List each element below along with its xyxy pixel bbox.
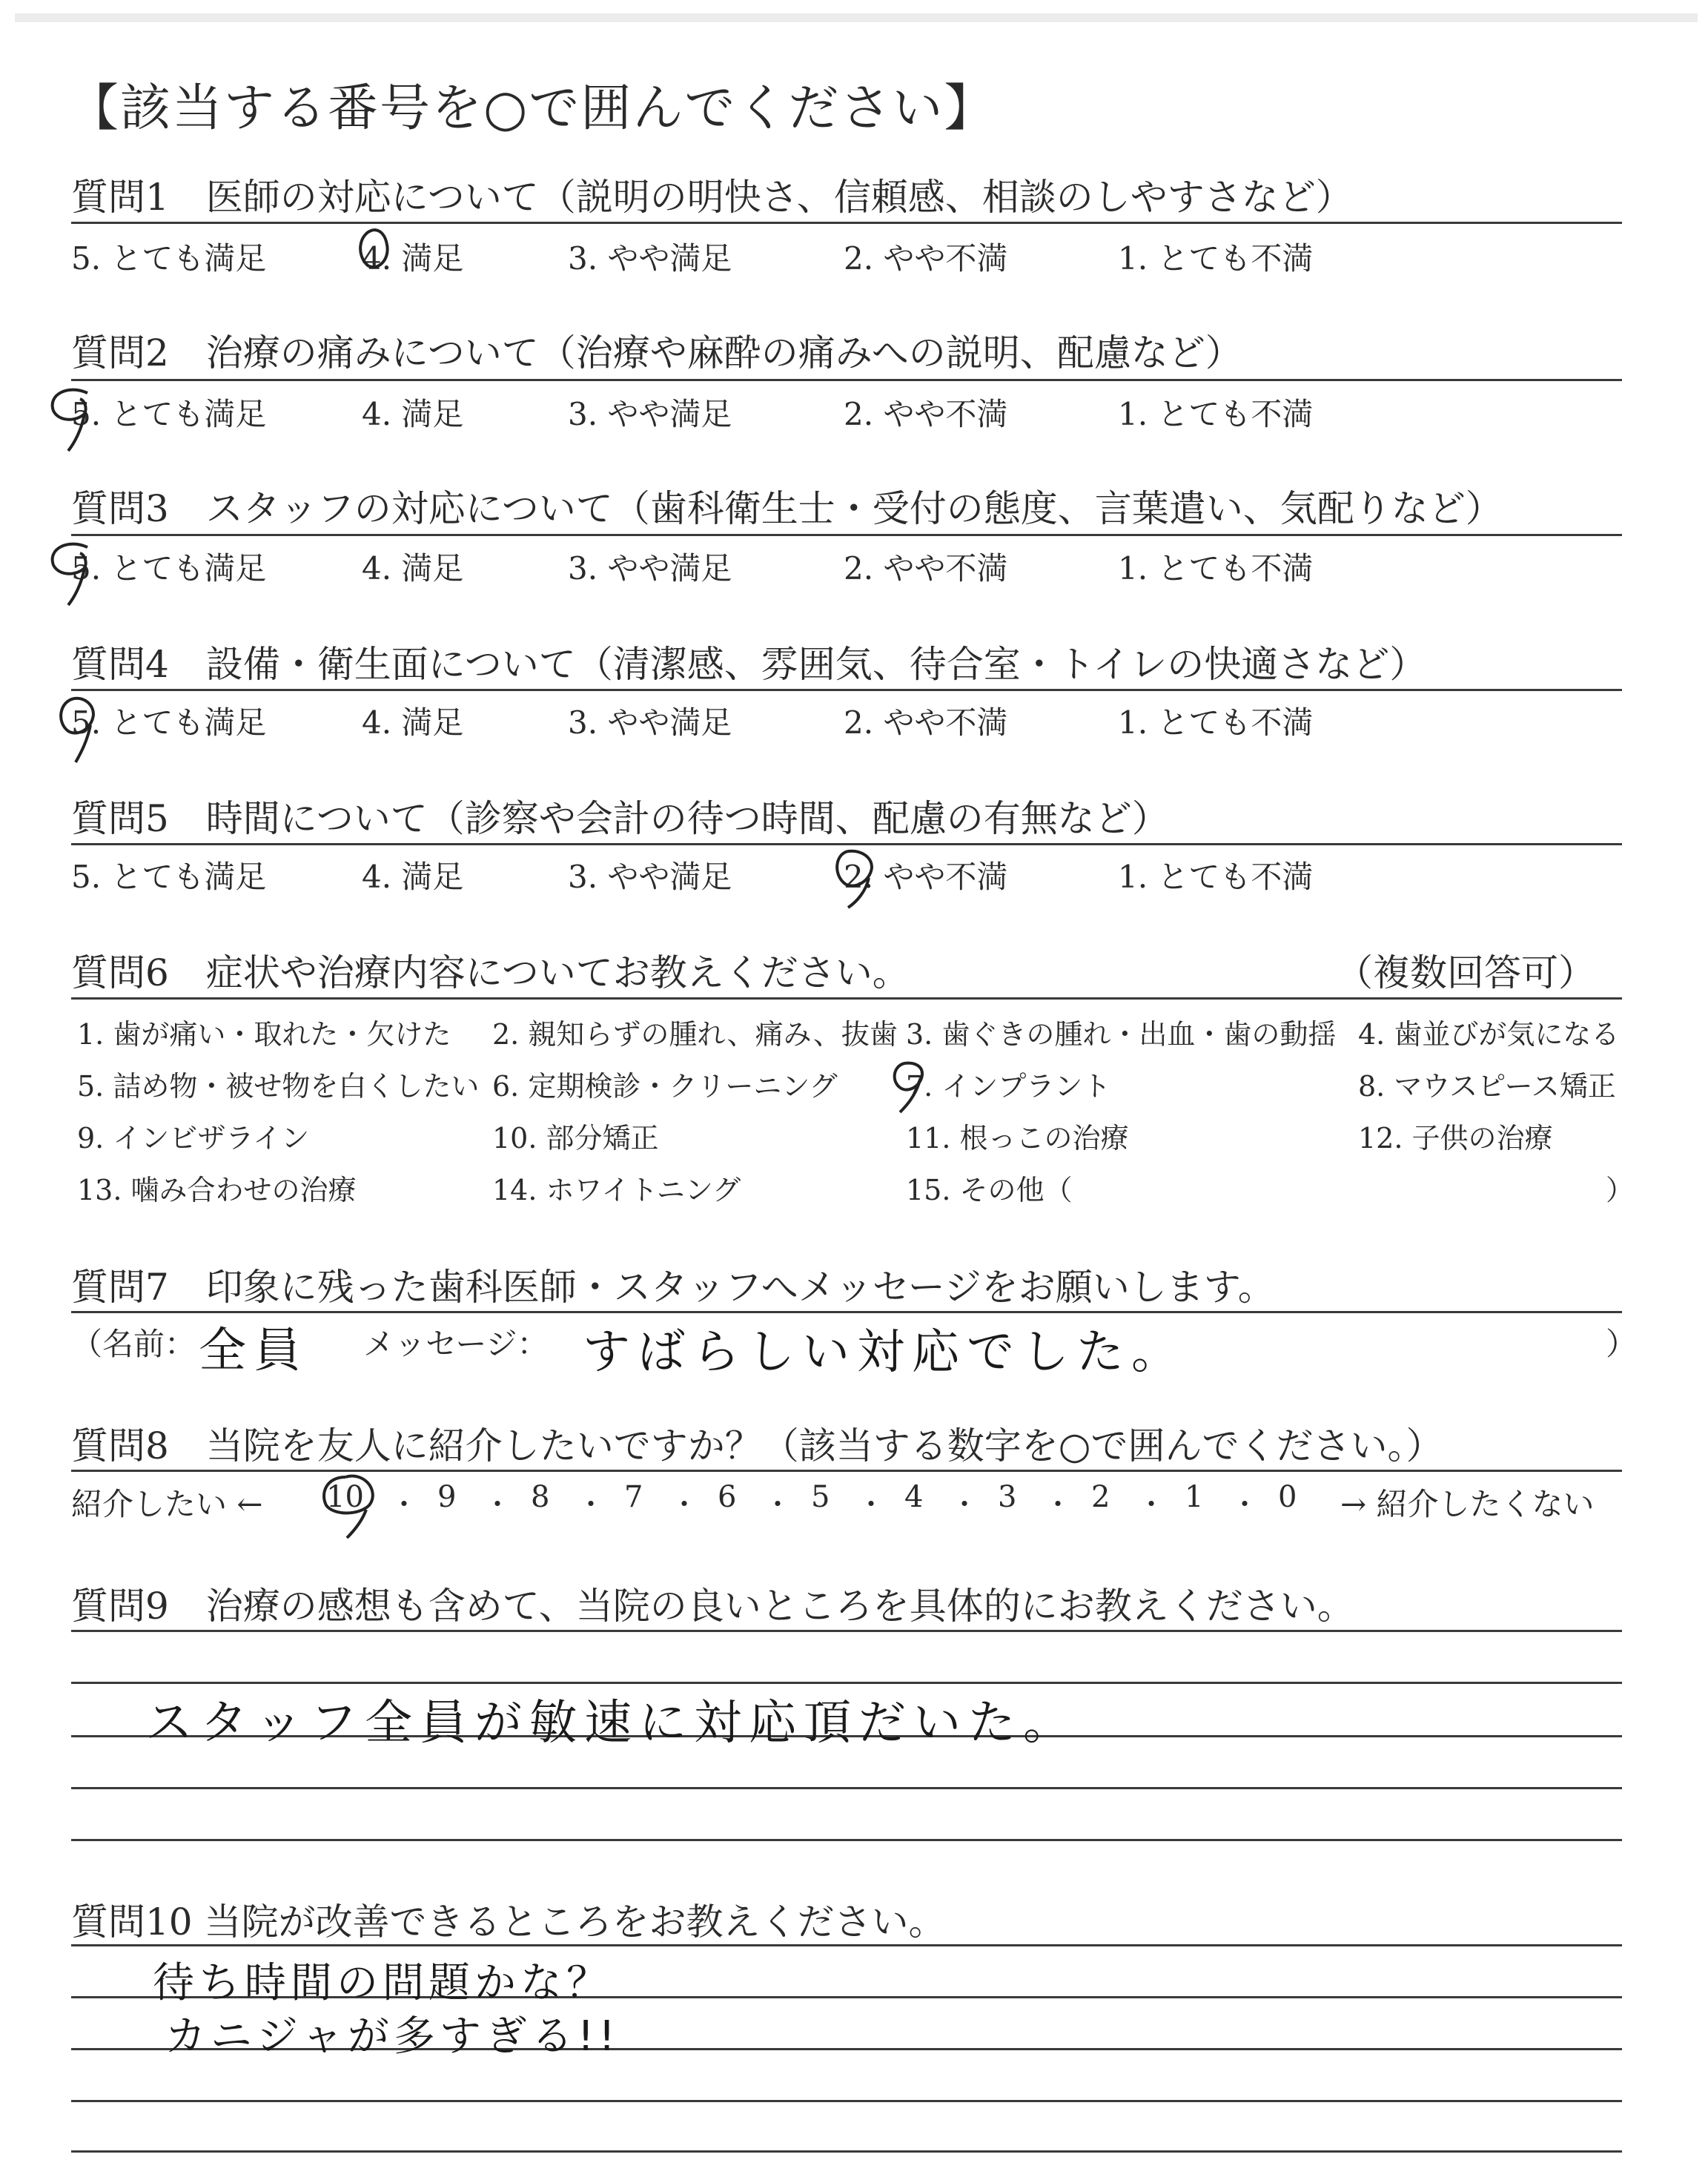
q4-option-5[interactable]: 5. とても満足: [71, 704, 267, 741]
q1-option-4[interactable]: 4. 満足: [362, 240, 464, 277]
q3-option-5[interactable]: 5. とても満足: [71, 550, 267, 587]
question-3: 質問3 スタッフの対応について（歯科衛生士・受付の態度、言葉遣い、気配りなど）: [71, 487, 1503, 530]
question-8: 質問8 当院を友人に紹介したいですか？（該当する数字を○で囲んでください。）: [71, 1424, 1443, 1467]
question-1: 質問1 医師の対応について（説明の明快さ、信頼感、相談のしやすさなど）: [71, 176, 1353, 219]
question-2: 質問2 治療の痛みについて（治療や麻酔の痛みへの説明、配慮など）: [71, 331, 1242, 374]
scale-6[interactable]: 6: [718, 1480, 737, 1514]
symptom-6[interactable]: 6. 定期検診・クリーニング: [492, 1070, 838, 1103]
question-7: 質問7 印象に残った歯科医師・スタッフへメッセージをお願いします。: [71, 1266, 1275, 1309]
q1-selection-circle: [348, 222, 408, 282]
symptom-8[interactable]: 8. マウスピース矯正: [1358, 1070, 1616, 1103]
q3-option-2[interactable]: 2. やや不満: [844, 550, 1008, 587]
q3-selection-circle: [39, 532, 105, 614]
q5-option-3[interactable]: 3. やや満足: [568, 859, 732, 895]
symptom-3[interactable]: 3. 歯ぐきの腫れ・出血・歯の動揺: [906, 1018, 1337, 1051]
q10-answer-line-2[interactable]: カニジャが多すぎる!!: [165, 2012, 620, 2061]
question-5: 質問5 時間について（診察や会計の待つ時間、配慮の有無など）: [71, 797, 1169, 840]
scan-top-edge: [15, 13, 1698, 22]
answer-line: [71, 2150, 1622, 2153]
scale-separator: ・: [764, 1488, 792, 1521]
scale-separator: ・: [390, 1488, 419, 1521]
q7-name-label: （名前：: [71, 1326, 196, 1362]
symptom-1[interactable]: 1. 歯が痛い・取れた・欠けた: [77, 1018, 451, 1051]
q9-answer-handwritten[interactable]: スタッフ全員が敏速に対応頂だいた。: [145, 1696, 1078, 1751]
other-close-paren: ）: [1606, 1174, 1635, 1206]
scale-10[interactable]: 10: [326, 1480, 364, 1514]
symptom-5[interactable]: 5. 詰め物・被せ物を白くしたい: [77, 1070, 480, 1103]
symptom-11[interactable]: 11. 根っこの治療: [906, 1122, 1129, 1155]
q8-selection-circle: [310, 1467, 391, 1548]
scale-separator: ・: [950, 1488, 979, 1521]
symptom-13[interactable]: 13. 噛み合わせの治療: [77, 1174, 357, 1206]
symptom-7[interactable]: 7. インプラント: [906, 1070, 1111, 1103]
scale-separator: ・: [857, 1488, 886, 1521]
scale-4[interactable]: 4: [904, 1480, 924, 1514]
answer-line: [71, 1630, 1622, 1632]
q5-option-1[interactable]: 1. とても不満: [1118, 859, 1314, 895]
divider: [71, 1470, 1622, 1472]
symptom-4[interactable]: 4. 歯並びが気になる: [1358, 1018, 1620, 1051]
symptom-12[interactable]: 12. 子供の治療: [1358, 1122, 1553, 1155]
q2-option-5[interactable]: 5. とても満足: [71, 396, 267, 432]
answer-line: [71, 1839, 1622, 1841]
q4-option-3[interactable]: 3. やや満足: [568, 704, 732, 741]
question-4: 質問4 設備・衛生面について（清潔感、雰囲気、待合室・トイレの快適さなど）: [71, 643, 1427, 686]
q7-close-paren: ）: [1606, 1326, 1638, 1362]
divider: [71, 379, 1622, 381]
recommend-label-left: 紹介したい ←: [71, 1486, 263, 1522]
symptom-2[interactable]: 2. 親知らずの腫れ、痛み、抜歯: [492, 1018, 898, 1051]
q5-option-4[interactable]: 4. 満足: [362, 859, 464, 895]
q5-selection-circle: [826, 842, 893, 916]
q1-option-2[interactable]: 2. やや不満: [844, 240, 1008, 277]
q5-option-2[interactable]: 2. やや不満: [844, 859, 1008, 895]
q2-option-2[interactable]: 2. やや不満: [844, 396, 1008, 432]
q4-selection-circle: [49, 688, 116, 770]
scale-1[interactable]: 1: [1185, 1480, 1204, 1514]
symptom-15-other[interactable]: 15. その他（: [906, 1174, 1073, 1206]
q3-option-1[interactable]: 1. とても不満: [1118, 550, 1314, 587]
answer-line: [71, 1682, 1622, 1684]
q7-message-label: メッセージ：: [363, 1326, 549, 1362]
answer-line: [71, 2100, 1622, 2102]
scale-9[interactable]: 9: [437, 1480, 457, 1514]
q2-option-4[interactable]: 4. 満足: [362, 396, 464, 432]
answer-line: [71, 1944, 1622, 1946]
q7-message-handwritten[interactable]: すばらしい対応でした。: [583, 1325, 1186, 1380]
scale-3[interactable]: 3: [998, 1480, 1017, 1514]
symptom-10[interactable]: 10. 部分矯正: [492, 1122, 659, 1155]
q3-option-3[interactable]: 3. やや満足: [568, 550, 732, 587]
scale-5[interactable]: 5: [811, 1480, 830, 1514]
symptom-9[interactable]: 9. インビザライン: [77, 1122, 310, 1155]
divider: [71, 689, 1622, 691]
q2-option-3[interactable]: 3. やや満足: [568, 396, 732, 432]
question-10: 質問10 当院が改善できるところをお教えください。: [71, 1900, 946, 1943]
scale-separator: ・: [1044, 1488, 1073, 1521]
scale-7[interactable]: 7: [624, 1480, 643, 1514]
q1-option-5[interactable]: 5. とても満足: [71, 240, 267, 277]
question-6: 質問6 症状や治療内容についてお教えください。: [71, 951, 910, 994]
q7-name-handwritten[interactable]: 全員: [199, 1324, 308, 1378]
scale-2[interactable]: 2: [1091, 1480, 1110, 1514]
scale-0[interactable]: 0: [1278, 1480, 1297, 1514]
q4-option-1[interactable]: 1. とても不満: [1118, 704, 1314, 741]
scale-separator: ・: [670, 1488, 699, 1521]
question-9: 質問9 治療の感想も含めて、当院の良いところを具体的にお教えください。: [71, 1585, 1354, 1628]
multiple-answers-note: （複数回答可）: [1336, 951, 1595, 994]
symptom-14[interactable]: 14. ホワイトニング: [492, 1174, 741, 1206]
scale-8[interactable]: 8: [531, 1480, 550, 1514]
q1-option-1[interactable]: 1. とても不満: [1118, 240, 1314, 277]
q3-option-4[interactable]: 4. 満足: [362, 550, 464, 587]
divider: [71, 534, 1622, 536]
q5-option-5[interactable]: 5. とても満足: [71, 859, 267, 895]
q2-selection-circle: [39, 378, 105, 460]
scale-separator: ・: [1231, 1488, 1260, 1521]
q6-selection-mark: [882, 1053, 941, 1120]
q1-option-3[interactable]: 3. やや満足: [568, 240, 732, 277]
q4-option-4[interactable]: 4. 満足: [362, 704, 464, 741]
divider: [71, 997, 1622, 1000]
recommend-label-right: → 紹介したくない: [1340, 1486, 1595, 1522]
q10-answer-line-1[interactable]: 待ち時間の問題かな？: [153, 1959, 612, 2007]
q2-option-1[interactable]: 1. とても不満: [1118, 396, 1314, 432]
scale-separator: ・: [1137, 1488, 1166, 1521]
q4-option-2[interactable]: 2. やや不満: [844, 704, 1008, 741]
divider: [71, 222, 1622, 224]
scale-separator: ・: [577, 1488, 606, 1521]
answer-line: [71, 1787, 1622, 1789]
scale-separator: ・: [483, 1488, 512, 1521]
form-title: 【該当する番号を○で囲んでください】: [68, 79, 996, 138]
